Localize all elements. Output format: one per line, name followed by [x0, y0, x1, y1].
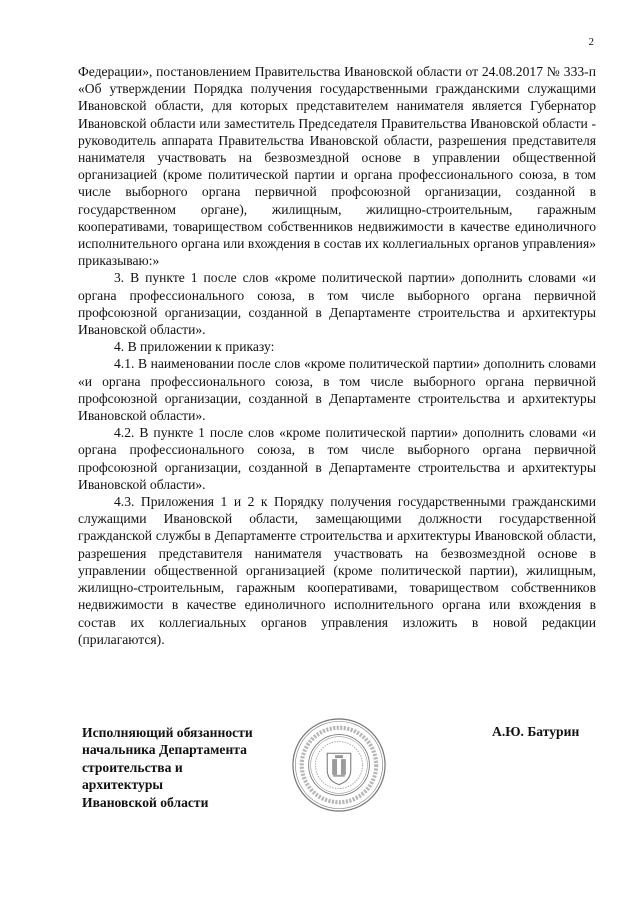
- signatory-position-line: Ивановской области: [82, 794, 209, 810]
- page-number: 2: [588, 36, 594, 48]
- signatory-position-line: архитектуры: [82, 777, 163, 793]
- official-seal: [290, 716, 388, 814]
- paragraph-item-4-2: 4.2. В пункте 1 после слов «кроме политической партии» дополнить словами «и органа профессионального союза, в том числе выборного органа первичной профсоюзной организации, созданной в Департаменте строительства и архитектуры Ивановской области».: [78, 425, 596, 492]
- paragraph-item-4-3: 4.3. Приложения 1 и 2 к Порядку получения государственными гражданскими служащими Ивановской области, замещающими должности государственной гражданской службы в Департаменте строительства и архитектуры Ивановской области, разрешения представителя нанимателя участвовать на безвозмездной основе в управлении общественной организацией (кроме политической партии), жилищным, жилищно-строительным, гаражным кооперативами, товариществом собственников недвижимости в качестве единоличного исполнительного органа или вхождения в состав их коллегиальных органов управления изложить в новой редакции (прилагаются).: [78, 494, 596, 647]
- document-body: [78, 63, 596, 648]
- signatory-position-line: строительства и: [82, 759, 183, 775]
- paragraph-item-3: 3. В пункте 1 после слов «кроме политической партии» дополнить словами «и органа профессионального союза, в том числе выборного органа первичной профсоюзной организации, созданной в Департаменте строительства и архитектуры Ивановской области».: [78, 270, 596, 338]
- signatory-position: [82, 724, 253, 811]
- coat-of-arms-icon: [327, 753, 351, 784]
- signatory-position-line: Исполняющий обязанности: [82, 725, 253, 740]
- signatory-position-line: начальника Департамента: [82, 742, 247, 758]
- paragraph-item-4: 4. В приложении к приказу:: [114, 339, 275, 355]
- paragraph-continuation: Федерации», постановлением Правительства Ивановской области от 24.08.2017 № 333-п «Об утверждении Порядка получения государственными гражданскими служащими Ивановской области, для которых представителем нанимателя является Губернатор Ивановской области или заместитель Председателя Правительства Ивановской области - руководитель аппарата Правительства Ивановской области, разрешения представителя нанимателя участвовать на безвозмездной основе в управлении общественной организацией (кроме политической партии и органа профессионального союза, в том числе выборного органа первичной профсоюзной организации, созданной в государственном органе), жилищным, жилищно-строительным, гаражным кооперативами, товариществом собственников недвижимости в качестве единоличного исполнительного органа или вхождения в состав их коллегиальных органов управления» приказываю:»: [78, 64, 596, 269]
- paragraph-item-4-1: 4.1. В наименовании после слов «кроме политической партии» дополнить словами «и органа профессионального союза, в том числе выборного органа первичной профсоюзной организации, созданной в Департаменте строительства и архитектуры Ивановской области».: [78, 356, 596, 424]
- signatory-name: А.Ю. Батурин: [492, 724, 580, 739]
